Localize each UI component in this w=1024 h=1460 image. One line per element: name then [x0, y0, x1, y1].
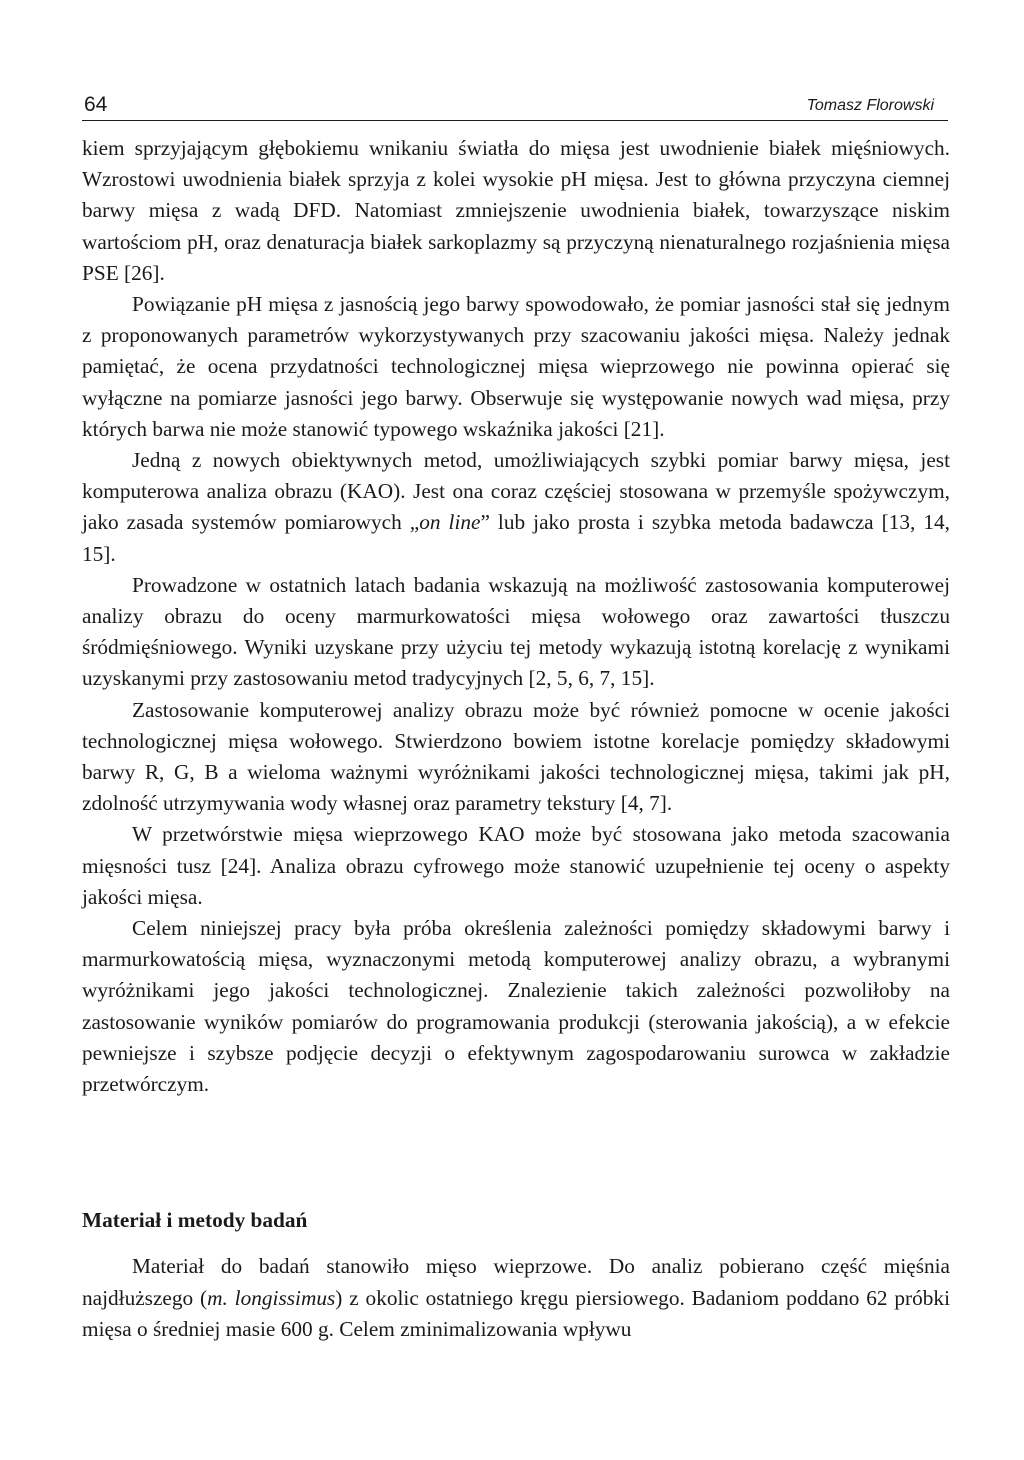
- section-title: Materiał i metody badań: [82, 1208, 308, 1232]
- section-text: [82, 1251, 950, 1346]
- paragraph-beef-quality: Zastosowanie komputerowej analizy obrazu może być również pomocne w ocenie jakości technologicznej mięsa wołowego. Stwierdzono bowiem istotne korelacje pomiędzy składowymi barwy R, G, B a wieloma ważnymi wyróżnikami jakości technologicznej mięsa, takimi jak pH, zdolność utrzymywania wody własnej oraz parametry tekstury [4, 7].: [82, 697, 950, 816]
- paragraph-materials-text-end: ) z okolic ostatniego kręgu piersiowego. Badaniom poddano 62 próbki mięsa o średniej masie 600 g. Celem zminimalizowania wpływu: [82, 1285, 950, 1341]
- paragraph-materials-text-start: Materiał do badań stanowiło mięso wieprzowe. Do analiz pobierano część mięśnia najdłuższego (: [82, 1254, 950, 1310]
- page-number: 64: [84, 93, 108, 116]
- body-text: [82, 133, 950, 1100]
- paragraph-aim: Celem niniejszej pracy była próba określenia zależności pomiędzy składowymi barwy i marmurkowatością mięsa, wyznaczonymi metodą komputerowej analizy obrazu, a wybranymi wyróżnikami jego jakości technologicznej. Znalezienie takich zależności pozwoliłoby na zastosowanie wyników pomiarów do programowania produkcji (sterowania jakością), a w efekcie pewniejsze i szybsze podjęcie decyzji o efektywnym zagospodarowaniu surowca w zakładzie przetwórczym.: [82, 916, 950, 1097]
- paragraph-materials: [82, 1251, 950, 1346]
- paragraph-marbling: Prowadzone w ostatnich latach badania wskazują na możliwość zastosowania komputerowej analizy obrazu do oceny marmurkowatości mięsa wołowego oraz zawartości tłuszczu śródmięśniowego. Wyniki uzyskane przy użyciu tej metody wykazują istotną korelację z wynikami uzyskanymi przy zastosowaniu metod tradycyjnych [2, 5, 6, 7, 15].: [82, 572, 950, 691]
- paragraph-ph-brightness: Powiązanie pH mięsa z jasnością jego barwy spowodowało, że pomiar jasności stał się jednym z proponowanych parametrów wykorzystywanych przy szacowaniu jakości mięsa. Należy jednak pamiętać, że ocena przydatności technologicznej mięsa wieprzowego nie powinna opierać się wyłączne na pomiarze jasności jego barwy. Obserwuje się występowanie nowych wad mięsa, przy których barwa nie może stanowić typowego wskaźnika jakości [21].: [82, 292, 950, 441]
- paragraph-kao-text-end: ” lub jako prosta i szybka metoda badawcza [13, 14, 15].: [82, 510, 950, 566]
- paragraph-kao-emphasis: on line: [419, 510, 481, 535]
- paragraph-kao-text-start: Jedną z nowych obiektywnych metod, umożliwiających szybki pomiar barwy mięsa, jest komputerowa analiza obrazu (KAO). Jest ona coraz częściej stosowana w przemyśle spożywczym, jako zasada systemów pomiarowych „: [82, 448, 950, 535]
- page-header: [82, 84, 948, 121]
- paragraph-materials-emphasis: m. longissimus: [207, 1285, 336, 1310]
- running-head-author: Tomasz Florowski: [806, 97, 934, 114]
- paragraph-kao: [82, 445, 950, 570]
- paragraph-continuation: kiem sprzyjającym głębokiemu wnikaniu światła do mięsa jest uwodnienie białek mięśniowych. Wzrostowi uwodnienia białek sprzyja z kolei wysokie pH mięsa. Jest to główna przyczyna ciemnej barwy mięsa z wadą DFD. Natomiast zmniejszenie uwodnienia białek, towarzyszące niskim wartościom pH, oraz denaturacja białek sarkoplazmy są przyczyną nienaturalnego rozjaśnienia mięsa PSE [26].: [82, 136, 950, 285]
- paragraph-pork-processing: W przetwórstwie mięsa wieprzowego KAO może być stosowana jako metoda szacowania mięsności tusz [24]. Analiza obrazu cyfrowego może stanowić uzupełnienie tej oceny o aspekty jakości mięsa.: [82, 822, 950, 909]
